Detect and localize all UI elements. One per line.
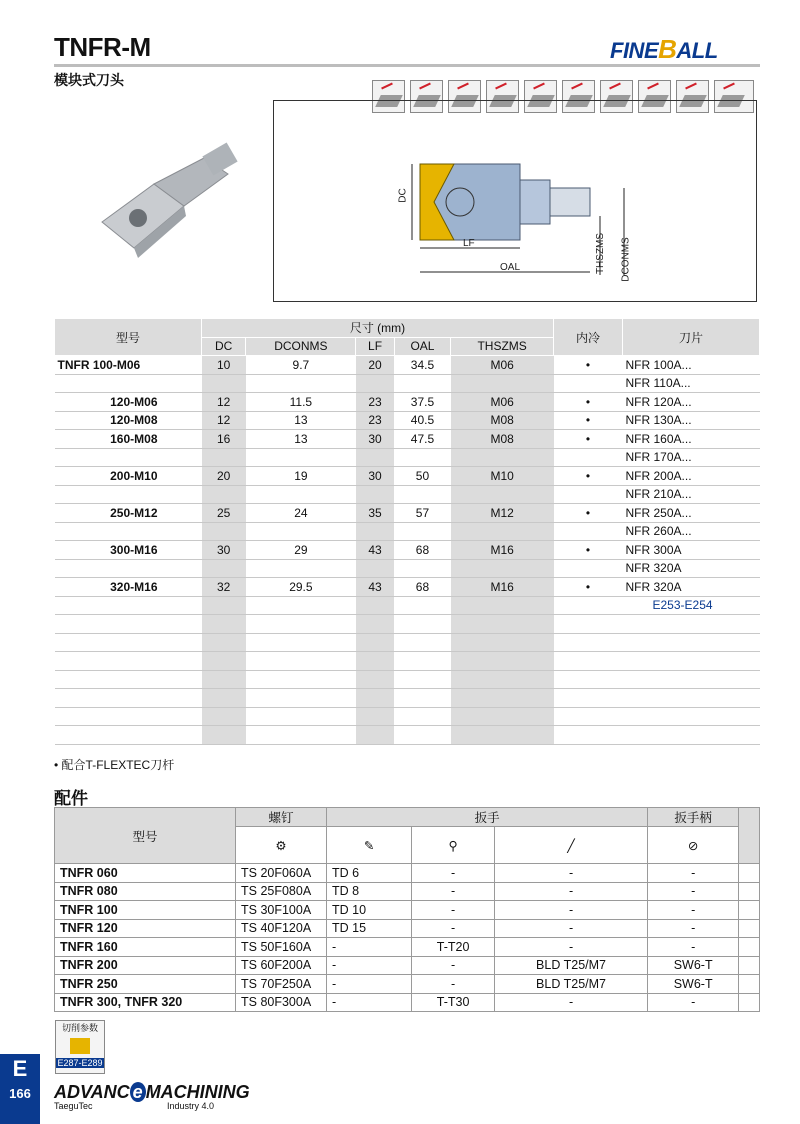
accessory-row: [55, 975, 760, 994]
header-dconms: DCONMS: [246, 337, 356, 356]
acc-header-screw: 螺钉: [236, 808, 327, 827]
insert-cell: NFR 120A...: [623, 393, 760, 412]
tagline: Industry 4.0: [166, 1101, 214, 1111]
insert-cell: NFR 160A...: [623, 430, 760, 449]
thszms-cell: [451, 615, 554, 634]
wrench-handle-icon: ⊘: [648, 827, 739, 864]
model-cell: [55, 652, 202, 671]
lf-cell: 23: [356, 393, 394, 412]
coolant-cell: •: [554, 541, 623, 560]
accessory-w1: TD 6: [327, 864, 412, 883]
oal-cell: [394, 374, 451, 393]
model-cell: [55, 633, 202, 652]
table-row: [55, 615, 760, 634]
oal-cell: [394, 615, 451, 634]
accessory-handle: SW6-T: [648, 975, 739, 994]
insert-cell[interactable]: E253-E254: [623, 596, 760, 615]
accessory-model: TNFR 120: [55, 919, 236, 938]
insert-cell: [623, 726, 760, 745]
cutting-data-reference[interactable]: [55, 1020, 105, 1074]
fineball-logo: FINEBALL: [610, 34, 718, 64]
lf-cell: [356, 615, 394, 634]
model-cell: [55, 726, 202, 745]
accessory-model: TNFR 060: [55, 864, 236, 883]
table-row: [55, 504, 760, 523]
oal-cell: [394, 707, 451, 726]
accessory-w3: -: [494, 901, 647, 920]
page-subtitle: 模块式刀头: [54, 72, 124, 88]
accessory-w3: -: [494, 919, 647, 938]
dc-cell: 12: [202, 393, 246, 412]
oal-cell: 37.5: [394, 393, 451, 412]
dconms-cell: [246, 522, 356, 541]
oal-cell: [394, 652, 451, 671]
lf-cell: [356, 707, 394, 726]
coolant-cell: •: [554, 430, 623, 449]
accessory-w1: TD 10: [327, 901, 412, 920]
accessories-heading: 配件: [54, 789, 88, 808]
screw-icon: ⚙: [236, 827, 327, 864]
insert-cell: NFR 300A: [623, 541, 760, 560]
accessory-model: TNFR 250: [55, 975, 236, 994]
accessory-w3: -: [494, 864, 647, 883]
dc-cell: [202, 670, 246, 689]
accessory-w3: BLD T25/M7: [494, 975, 647, 994]
accessory-w1: TD 15: [327, 919, 412, 938]
thszms-cell: [451, 633, 554, 652]
oal-cell: [394, 670, 451, 689]
insert-cell: [623, 670, 760, 689]
dconms-cell: 24: [246, 504, 356, 523]
dc-cell: [202, 374, 246, 393]
thszms-cell: M12: [451, 504, 554, 523]
accessory-model: TNFR 080: [55, 882, 236, 901]
accessory-w2: -: [412, 956, 495, 975]
lf-cell: [356, 522, 394, 541]
insert-cell: [623, 689, 760, 708]
accessory-w2: -: [412, 882, 495, 901]
coolant-cell: •: [554, 393, 623, 412]
thszms-cell: M16: [451, 541, 554, 560]
oal-cell: [394, 596, 451, 615]
lf-cell: [356, 448, 394, 467]
dconms-cell: [246, 670, 356, 689]
table-row: [55, 670, 760, 689]
dc-cell: [202, 633, 246, 652]
insert-cell: NFR 250A...: [623, 504, 760, 523]
thszms-cell: [451, 652, 554, 671]
thszms-cell: [451, 670, 554, 689]
header-oal: OAL: [394, 337, 451, 356]
accessory-row: [55, 956, 760, 975]
accessory-blank: [739, 864, 760, 883]
lf-cell: [356, 726, 394, 745]
lf-cell: [356, 652, 394, 671]
table-row: [55, 652, 760, 671]
model-cell: [55, 374, 202, 393]
oal-cell: [394, 559, 451, 578]
thszms-cell: [451, 485, 554, 504]
table-row: [55, 485, 760, 504]
accessory-model: TNFR 200: [55, 956, 236, 975]
dconms-label: DCONMS: [620, 237, 632, 282]
thszms-cell: [451, 448, 554, 467]
dc-cell: [202, 615, 246, 634]
thszms-label: THSZMS: [595, 232, 607, 275]
model-cell: TNFR 100-M06: [55, 356, 202, 375]
oal-cell: 47.5: [394, 430, 451, 449]
coolant-cell: •: [554, 411, 623, 430]
table-row: [55, 448, 760, 467]
table-row: [55, 393, 760, 412]
oal-cell: 34.5: [394, 356, 451, 375]
accessory-row: [55, 938, 760, 957]
dconms-cell: 29: [246, 541, 356, 560]
header-coolant: 内冷: [554, 319, 623, 356]
section-tab: [0, 1054, 40, 1124]
dconms-cell: 13: [246, 430, 356, 449]
accessory-w2: -: [412, 864, 495, 883]
acc-header-model: 型号: [55, 808, 236, 864]
insert-cell: NFR 320A: [623, 578, 760, 597]
insert-cell: [623, 707, 760, 726]
coolant-cell: [554, 707, 623, 726]
insert-cell: [623, 633, 760, 652]
coolant-cell: [554, 670, 623, 689]
oal-cell: 68: [394, 578, 451, 597]
accessory-w3: BLD T25/M7: [494, 956, 647, 975]
dconms-cell: [246, 633, 356, 652]
lf-cell: 30: [356, 430, 394, 449]
accessory-handle: -: [648, 882, 739, 901]
coolant-cell: [554, 652, 623, 671]
oal-cell: 68: [394, 541, 451, 560]
footer-sub: [54, 1101, 214, 1111]
cutting-data-label: 切削参数: [61, 1023, 98, 1033]
accessory-blank: [739, 882, 760, 901]
table-row: [55, 467, 760, 486]
header-insert: 刀片: [623, 319, 760, 356]
header-dc: DC: [202, 337, 246, 356]
acc-header-wrench: 扳手: [327, 808, 648, 827]
model-cell: [55, 615, 202, 634]
lf-cell: 23: [356, 411, 394, 430]
header-lf: LF: [356, 337, 394, 356]
accessory-screw: TS 30F100A: [236, 901, 327, 920]
thszms-cell: M06: [451, 356, 554, 375]
insert-cell: [623, 615, 760, 634]
accessory-w3: -: [494, 938, 647, 957]
model-cell: [55, 559, 202, 578]
oal-cell: [394, 726, 451, 745]
accessory-blank: [739, 993, 760, 1012]
accessories-table: [54, 807, 760, 1012]
company-name: TaeguTec: [54, 1101, 93, 1111]
table-row: [55, 726, 760, 745]
thszms-cell: [451, 689, 554, 708]
lf-cell: [356, 374, 394, 393]
dc-label: DC: [397, 188, 409, 203]
compatibility-note: • 配合T-FLEXTEC刀杆: [54, 758, 175, 772]
table-row: [55, 541, 760, 560]
model-cell: [55, 707, 202, 726]
accessory-handle: -: [648, 864, 739, 883]
accessory-w1: -: [327, 938, 412, 957]
dc-cell: [202, 726, 246, 745]
dconms-cell: 13: [246, 411, 356, 430]
coolant-cell: [554, 559, 623, 578]
oal-label: OAL: [500, 262, 521, 273]
model-cell: 250-M12: [55, 504, 202, 523]
insert-cell: [623, 652, 760, 671]
model-cell: [55, 689, 202, 708]
model-cell: [55, 448, 202, 467]
accessory-model: TNFR 100: [55, 901, 236, 920]
accessory-screw: TS 80F300A: [236, 993, 327, 1012]
accessory-w2: -: [412, 919, 495, 938]
dc-cell: [202, 652, 246, 671]
accessory-handle: -: [648, 938, 739, 957]
coolant-cell: •: [554, 356, 623, 375]
accessory-row: [55, 901, 760, 920]
accessory-screw: TS 25F080A: [236, 882, 327, 901]
page-number: 166: [9, 1086, 31, 1101]
dc-cell: [202, 559, 246, 578]
thszms-cell: M16: [451, 578, 554, 597]
dconms-cell: 29.5: [246, 578, 356, 597]
insert-cell: NFR 200A...: [623, 467, 760, 486]
model-cell: 300-M16: [55, 541, 202, 560]
t-wrench-icon: ⚲: [412, 827, 495, 864]
coolant-cell: [554, 522, 623, 541]
lf-cell: [356, 485, 394, 504]
table-row: [55, 430, 760, 449]
header-model: 型号: [55, 319, 202, 356]
dc-cell: 12: [202, 411, 246, 430]
lf-cell: 35: [356, 504, 394, 523]
dc-cell: [202, 485, 246, 504]
lf-cell: [356, 689, 394, 708]
coolant-cell: •: [554, 504, 623, 523]
accessory-handle: -: [648, 901, 739, 920]
oal-cell: [394, 689, 451, 708]
dconms-cell: [246, 596, 356, 615]
accessory-screw: TS 40F120A: [236, 919, 327, 938]
accessory-screw: TS 20F060A: [236, 864, 327, 883]
screwdriver-icon: ✎: [327, 827, 412, 864]
accessory-handle: -: [648, 993, 739, 1012]
table-row: [55, 633, 760, 652]
lf-cell: 20: [356, 356, 394, 375]
dc-cell: 25: [202, 504, 246, 523]
dconms-cell: [246, 615, 356, 634]
lf-cell: [356, 670, 394, 689]
accessory-blank: [739, 938, 760, 957]
coolant-cell: [554, 726, 623, 745]
section-letter: E: [12, 1056, 28, 1081]
insert-cell: NFR 260A...: [623, 522, 760, 541]
dc-cell: 20: [202, 467, 246, 486]
accessory-blank: [739, 975, 760, 994]
thszms-cell: [451, 596, 554, 615]
lf-label: LF: [463, 238, 475, 249]
accessory-w1: TD 8: [327, 882, 412, 901]
accessory-row: [55, 882, 760, 901]
table-row: [55, 707, 760, 726]
thszms-cell: [451, 559, 554, 578]
model-cell: 160-M08: [55, 430, 202, 449]
accessory-handle: SW6-T: [648, 956, 739, 975]
table-row: [55, 596, 760, 615]
lf-cell: [356, 633, 394, 652]
thszms-cell: M08: [451, 411, 554, 430]
oal-cell: 50: [394, 467, 451, 486]
accessory-model: TNFR 300, TNFR 320: [55, 993, 236, 1012]
header-thszms: THSZMS: [451, 337, 554, 356]
tool-head-photo: [94, 140, 244, 260]
dc-cell: 16: [202, 430, 246, 449]
table-row: [55, 522, 760, 541]
cutting-data-pages: E287-E289: [57, 1058, 103, 1068]
thszms-cell: M10: [451, 467, 554, 486]
accessory-w1: -: [327, 993, 412, 1012]
coolant-cell: [554, 615, 623, 634]
insert-cell: NFR 320A: [623, 559, 760, 578]
accessory-row: [55, 993, 760, 1012]
dimensions-table: [54, 318, 760, 745]
accessory-row: [55, 864, 760, 883]
thszms-cell: M08: [451, 430, 554, 449]
dconms-cell: 19: [246, 467, 356, 486]
model-cell: 120-M06: [55, 393, 202, 412]
accessory-screw: TS 60F200A: [236, 956, 327, 975]
oal-cell: [394, 633, 451, 652]
dconms-cell: [246, 689, 356, 708]
lf-cell: 43: [356, 541, 394, 560]
coolant-cell: [554, 689, 623, 708]
advance-machining-logo: ADVANC e MACHINING: [54, 1082, 250, 1102]
dconms-cell: [246, 726, 356, 745]
model-cell: 200-M10: [55, 467, 202, 486]
coolant-cell: [554, 633, 623, 652]
coolant-cell: [554, 374, 623, 393]
table-row: [55, 689, 760, 708]
dconms-cell: 11.5: [246, 393, 356, 412]
table-row: [55, 374, 760, 393]
insert-cell: NFR 100A...: [623, 356, 760, 375]
dc-cell: [202, 522, 246, 541]
coolant-cell: [554, 596, 623, 615]
oal-cell: [394, 485, 451, 504]
accessory-screw: TS 70F250A: [236, 975, 327, 994]
accessory-w3: -: [494, 993, 647, 1012]
blade-wrench-icon: ╱: [494, 827, 647, 864]
insert-cell: NFR 170A...: [623, 448, 760, 467]
accessory-w1: -: [327, 975, 412, 994]
dc-cell: 30: [202, 541, 246, 560]
accessory-model: TNFR 160: [55, 938, 236, 957]
accessory-screw: TS 50F160A: [236, 938, 327, 957]
thszms-cell: [451, 522, 554, 541]
thszms-cell: [451, 374, 554, 393]
accessory-w1: -: [327, 956, 412, 975]
model-cell: [55, 522, 202, 541]
model-cell: 120-M08: [55, 411, 202, 430]
dconms-cell: [246, 652, 356, 671]
acc-header-blank: [739, 808, 760, 864]
lf-cell: 43: [356, 578, 394, 597]
accessory-blank: [739, 901, 760, 920]
model-cell: [55, 596, 202, 615]
dconms-cell: [246, 448, 356, 467]
lf-cell: [356, 559, 394, 578]
model-cell: 320-M16: [55, 578, 202, 597]
dconms-cell: [246, 559, 356, 578]
accessory-w2: T-T20: [412, 938, 495, 957]
acc-header-handle: 扳手柄: [648, 808, 739, 827]
dc-cell: 10: [202, 356, 246, 375]
insert-cell: NFR 110A...: [623, 374, 760, 393]
thszms-cell: M06: [451, 393, 554, 412]
accessory-row: [55, 919, 760, 938]
table-row: [55, 411, 760, 430]
dc-cell: [202, 707, 246, 726]
model-cell: [55, 485, 202, 504]
header-size: 尺寸 (mm): [202, 319, 554, 338]
thszms-cell: [451, 726, 554, 745]
accessory-blank: [739, 919, 760, 938]
dc-cell: [202, 448, 246, 467]
accessory-blank: [739, 956, 760, 975]
oal-cell: 40.5: [394, 411, 451, 430]
coolant-cell: [554, 448, 623, 467]
accessory-w2: -: [412, 975, 495, 994]
oal-cell: [394, 448, 451, 467]
table-row: [55, 559, 760, 578]
lf-cell: [356, 596, 394, 615]
accessory-w2: -: [412, 901, 495, 920]
oal-cell: 57: [394, 504, 451, 523]
coolant-cell: •: [554, 467, 623, 486]
thszms-cell: [451, 707, 554, 726]
accessory-w3: -: [494, 882, 647, 901]
oal-cell: [394, 522, 451, 541]
lf-cell: 30: [356, 467, 394, 486]
insert-cell: NFR 210A...: [623, 485, 760, 504]
dc-cell: [202, 596, 246, 615]
page-title: TNFR-M: [54, 32, 151, 62]
dconms-cell: 9.7: [246, 356, 356, 375]
dc-cell: 32: [202, 578, 246, 597]
table-row: [55, 356, 760, 375]
dc-cell: [202, 689, 246, 708]
model-cell: [55, 670, 202, 689]
coolant-cell: [554, 485, 623, 504]
cutting-book-icon: [70, 1038, 90, 1054]
coolant-cell: •: [554, 578, 623, 597]
dconms-cell: [246, 707, 356, 726]
accessory-handle: -: [648, 919, 739, 938]
accessory-w2: T-T30: [412, 993, 495, 1012]
insert-cell: NFR 130A...: [623, 411, 760, 430]
dconms-cell: [246, 485, 356, 504]
table-row: [55, 578, 760, 597]
dconms-cell: [246, 374, 356, 393]
